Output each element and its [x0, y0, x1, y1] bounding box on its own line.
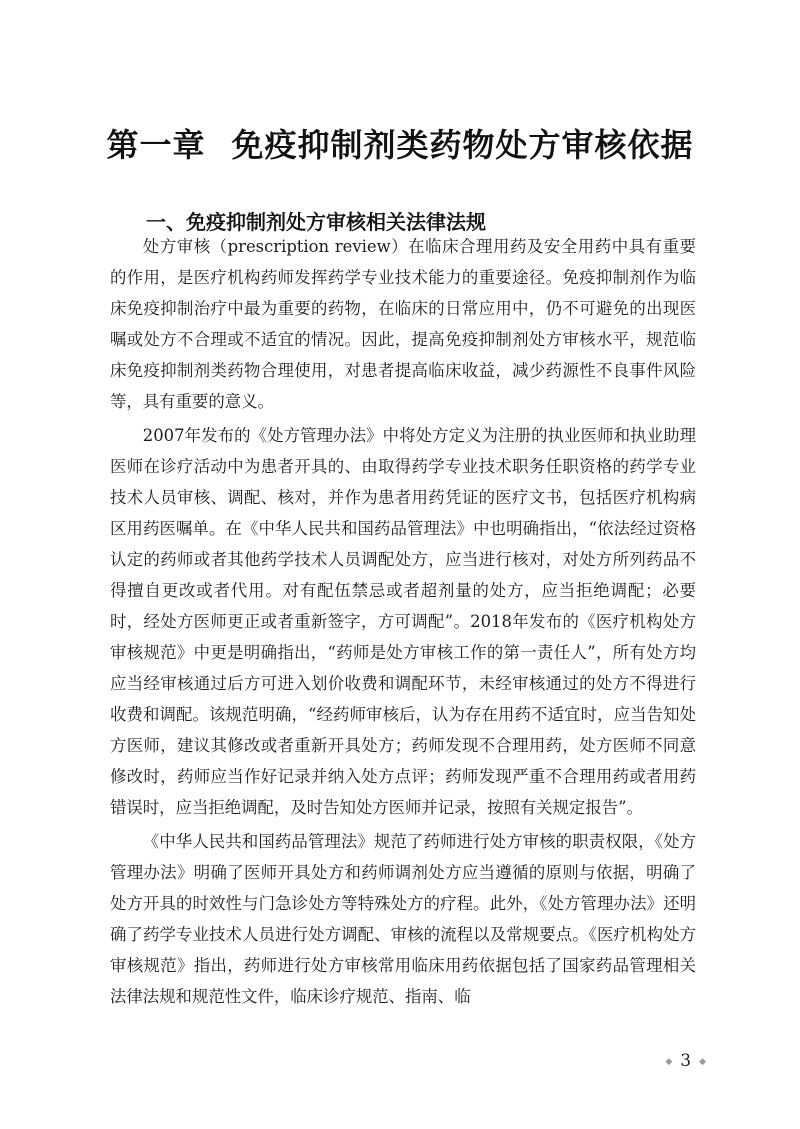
page-number-footer [657, 1049, 714, 1074]
chapter-title [0, 121, 800, 169]
paragraph: 《中华人民共和国药品管理法》规范了药师进行处方审核的职责权限，《处方管理办法》明确了医师开具处方和药师调剂处方应当遵循的原则与依据，明确了处方开具的时效性与门急诊处方等特殊处方的疗程。此外，《处方管理办法》还明确了药学专业技术人员进行处方调配、审核的流程以及常规要点。《医疗机构处方审核规范》指出，药师进行处方审核常用临床用药依据包括了国家药品管理相关法律法规和规范性文件，临床诊疗规范、指南、临 [110, 832, 696, 1006]
page-number: 3 [680, 1051, 692, 1071]
chapter-label: 第一章 [106, 126, 206, 165]
diamond-dot-icon: ◆ [665, 1056, 673, 1067]
chapter-title-text: 免疫抑制剂类药物处方审核依据 [231, 126, 694, 165]
section-heading: 一、免疫抑制剂处方审核相关法律法规 [146, 209, 486, 234]
diamond-dot-icon: ◆ [699, 1056, 706, 1067]
paragraph: 处方审核（prescription review）在临床合理用药及安全用药中具有重要的作用，是医疗机构药师发挥药学专业技术能力的重要途径。免疫抑制剂作为临床免疫抑制治疗中最为重要的药物，在临床的日常应用中，仍不可避免的出现医嘱或处方不合理或不适宜的情况。因此，提高免疫抑制剂处方审核水平，规范临床免疫抑制剂类药物合理使用，对患者提高临床收益，减少药源性不良事件风险等，具有重要的意义。 [110, 237, 696, 411]
paragraph: 2007年发布的《处方管理办法》中将处方定义为注册的执业医师和执业助理医师在诊疗活动中为患者开具的、由取得药学专业技术职务任职资格的药学专业技术人员审核、调配、核对，并作为患者用药凭证的医疗文书，包括医疗机构病区用药医嘱单。在《中华人民共和国药品管理法》中也明确指出，“依法经过资格认定的药师或者其他药学技术人员调配处方，应当进行核对，对处方所列药品不得擅自更改或者代用。对有配伍禁忌或者超剂量的处方，应当拒绝调配；必要时，经处方医师更正或者重新签字，方可调配”。2018年发布的《医疗机构处方审核规范》中更是明确指出，“药师是处方审核工作的第一责任人”，所有处方均应当经审核通过后方可进入划价收费和调配环节，未经审核通过的处方不得进行收费和调配。该规范明确，“经药师审核后，认为存在用药不适宜时，应当告知处方医师，建议其修改或者重新开具处方；药师发现不合理用药，处方医师不同意修改时，药师应当作好记录并纳入处方点评；药师发现严重不合理用药或者用药错误时，应当拒绝调配，及时告知处方医师并记录，按照有关规定报告”。 [110, 426, 696, 817]
body-text [110, 231, 696, 1012]
